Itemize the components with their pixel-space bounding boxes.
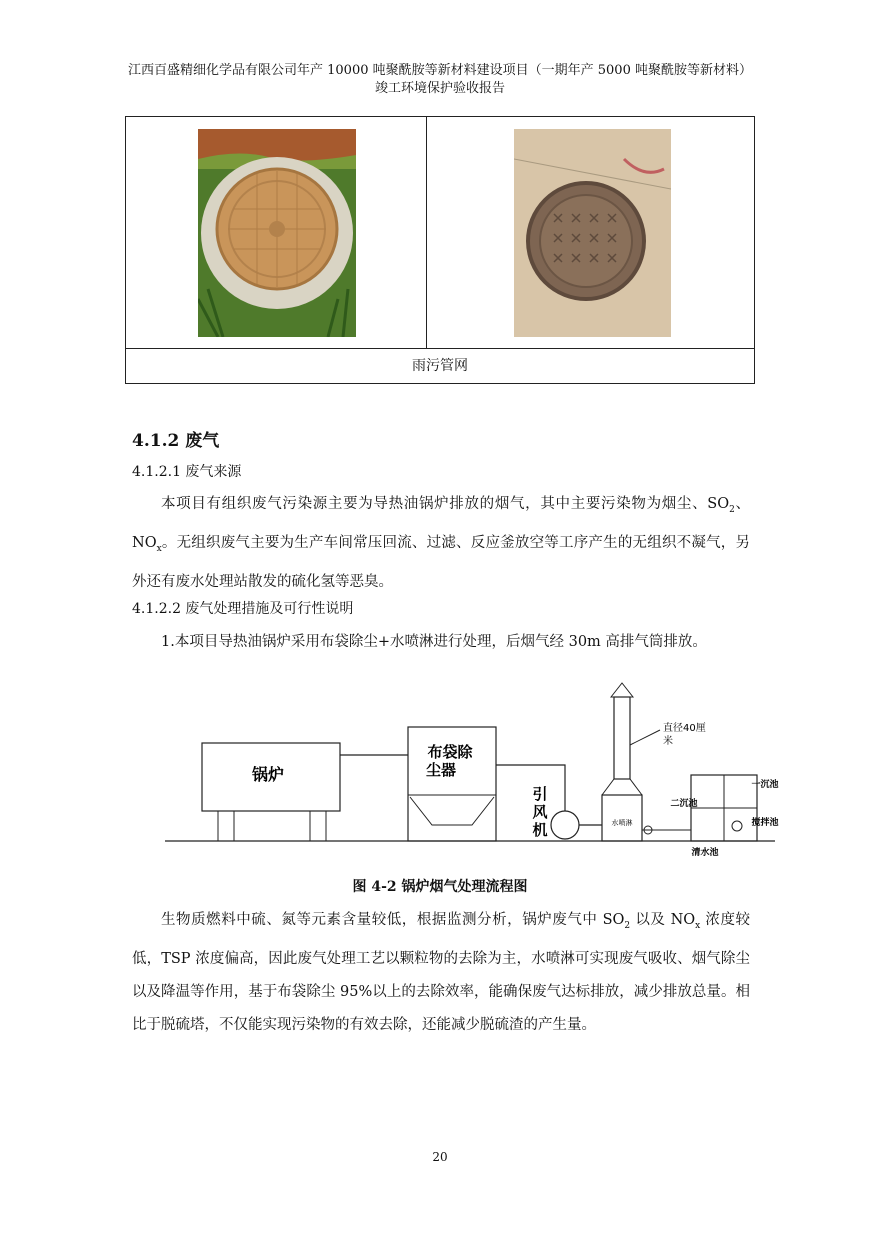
subsection-title-1: 4.1.2.1 废气来源 xyxy=(132,464,242,480)
manhole-photo-concrete xyxy=(514,129,671,337)
photo-table-caption: 雨污管网 xyxy=(412,358,468,374)
scrubber-label: 水喷淋 xyxy=(611,819,633,827)
text-run: 、NO xyxy=(132,496,751,551)
stack-diameter-label-2: 米 xyxy=(663,736,673,747)
flue-gas-flow-diagram xyxy=(160,675,780,865)
header-line-2: 竣工环境保护验收报告 xyxy=(374,81,505,96)
subscript: 2 xyxy=(624,920,631,931)
page-number: 20 xyxy=(432,1150,448,1164)
fan-label-2: 风 xyxy=(532,803,548,821)
bag-filter-label-1: 布袋除 xyxy=(427,743,473,761)
paragraph-analysis xyxy=(132,904,750,1042)
figure-caption: 图 4-2 锅炉烟气处理流程图 xyxy=(352,879,528,895)
scrubber-tower xyxy=(602,795,642,841)
text-run: 本项目有组织废气污染源主要为导热油锅炉排放的烟气，其中主要污染物为烟尘、SO xyxy=(161,496,730,512)
fan-label-1: 引 xyxy=(532,785,548,803)
text-run: 。无组织废气主要为生产车间常压回流、过滤、反应釜放空等工序产生的无组织不凝气，另外还有废水处理站散发的硫化氢等恶臭。 xyxy=(132,534,750,590)
paragraph-emission-sources xyxy=(132,488,750,599)
subscript: 2 xyxy=(729,504,735,515)
boiler-label: 锅炉 xyxy=(251,765,285,784)
text-run: 生物质燃料中硫、氮等元素含量较低，根据监测分析，锅炉废气中 SO xyxy=(161,912,625,928)
tank-primary-label: 一沉池 xyxy=(751,780,779,790)
photo-cell-left xyxy=(126,117,427,349)
subscript: x xyxy=(695,920,701,931)
fan-label-3: 机 xyxy=(532,821,548,839)
tank-secondary-label: 二沉池 xyxy=(670,799,698,809)
subscript: x xyxy=(156,543,162,554)
header-line-1: 江西百盛精细化学品有限公司年产 10000 吨聚酰胺等新材料建设项目（一期年产 5000 吨聚酰胺等新材料） xyxy=(128,63,752,78)
tank-mixing-label: 搅拌池 xyxy=(751,818,779,828)
photo-cell-right xyxy=(427,117,754,349)
section-title: 4.1.2 废气 xyxy=(132,431,220,451)
page-header xyxy=(0,62,880,98)
manhole-photo-grass xyxy=(198,129,356,337)
text-run: 浓度较低，TSP 浓度偏高，因此废气处理工艺以颗粒物的去除为主，水喷淋可实现废气吸收、烟气除尘以及降温等作用，基于布袋除尘 95%以上的去除效率，能确保废气达标排放，减少排放总量。相比于脱硫塔，不仅能实现污染物的有效去除，还能减少脱硫渣的产生量。 xyxy=(132,912,750,1033)
paragraph-treatment xyxy=(132,626,750,659)
fan-circle xyxy=(551,811,579,839)
stack-diameter-label-1: 直径40厘 xyxy=(663,723,706,734)
exhaust-stack xyxy=(614,697,630,779)
text-run: 1.本项目导热油锅炉采用布袋除尘+水喷淋进行处理，后烟气经 30m 高排气筒排放。 xyxy=(161,634,707,650)
tank-clear-label: 清水池 xyxy=(691,848,719,858)
photo-table xyxy=(125,116,755,384)
subsection-title-2: 4.1.2.2 废气处理措施及可行性说明 xyxy=(132,601,354,617)
bag-filter-label-2: 尘器 xyxy=(425,761,457,779)
text-run: 以及 NO xyxy=(630,912,696,928)
